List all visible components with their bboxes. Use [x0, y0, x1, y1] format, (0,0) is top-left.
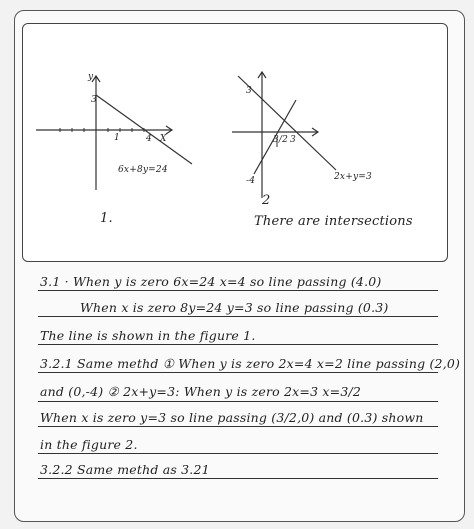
fig2-number: 2: [262, 193, 271, 208]
ruled-line: [38, 372, 438, 373]
fig1-equation: 6x+8y=24: [118, 165, 168, 175]
fig2-y-tick-top: 3: [246, 86, 252, 96]
fig1-number: 1.: [100, 211, 113, 226]
fig2-line-2x+y: [238, 76, 336, 170]
answer-line-5: and (0,-4) ② 2x+y=3: When y is zero 2x=3 x=3/2: [40, 384, 362, 399]
answer-line-4: 3.2.1 Same methd ① When y is zero 2x=4 x=2 line passing (2,0): [40, 356, 461, 371]
fig1-y-intercept: 3: [91, 95, 97, 105]
fig2-x-tick: 3: [290, 135, 296, 145]
answer-line-8: 3.2.2 Same methd as 3.21: [40, 462, 210, 477]
ruled-line: [38, 290, 438, 291]
ruled-line: [38, 316, 438, 317]
fig1-small-tick: 1: [114, 133, 120, 143]
fig2-x-tick-small: 3/2: [273, 135, 289, 145]
ruled-line: [38, 426, 438, 427]
fig2-caption: There are intersections: [254, 214, 413, 229]
fig2-equation: 2x+y=3: [334, 172, 372, 182]
ruled-line: [38, 344, 438, 345]
fig1-y-label: y: [88, 72, 94, 82]
fig1-x-intercept: 4: [146, 134, 152, 144]
answer-line-6: When x is zero y=3 so line passing (3/2,0) and (0.3) shown: [40, 410, 424, 425]
answer-line-2: When x is zero 8y=24 y=3 so line passing (0.3): [80, 300, 389, 315]
fig2-y-tick-neg: -4: [246, 176, 256, 186]
answer-line-7: in the figure 2.: [40, 437, 138, 452]
fig1-x-label: X: [160, 134, 167, 144]
ruled-line: [38, 401, 438, 402]
answer-line-3: The line is shown in the figure 1.: [40, 328, 256, 343]
ruled-line: [38, 478, 438, 479]
answer-line-1: 3.1 · When y is zero 6x=24 x=4 so line passing (4.0): [40, 274, 382, 289]
ruled-line: [38, 453, 438, 454]
